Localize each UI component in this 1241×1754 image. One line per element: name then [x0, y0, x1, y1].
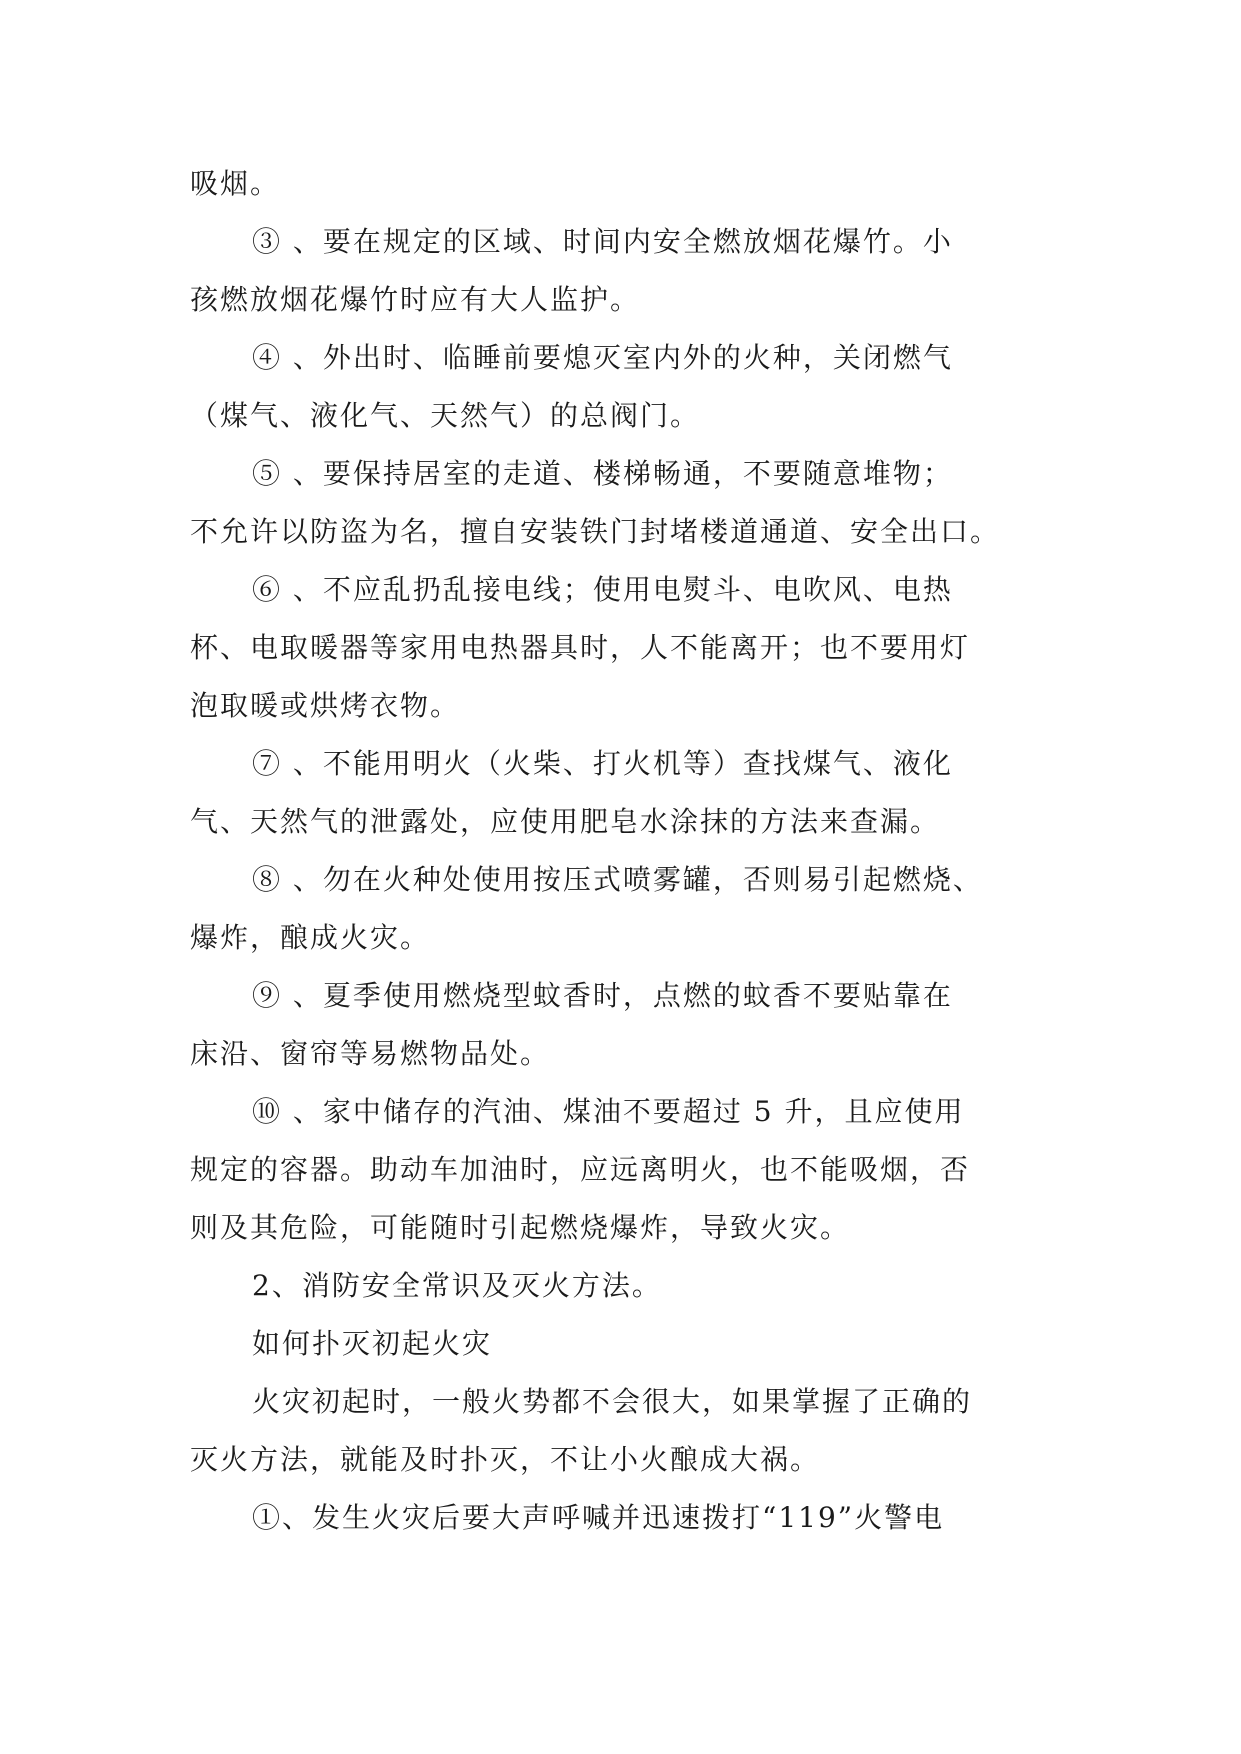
text-line: ⑨ 、夏季使用燃烧型蚊香时，点燃的蚊香不要贴靠在 [252, 979, 953, 1012]
text-line: 如何扑灭初起火灾 [252, 1327, 493, 1360]
document-body [190, 155, 1050, 1547]
text-line: 杯、电取暖器等家用电热器具时，人不能离开；也不要用灯 [190, 631, 971, 664]
text-line: 气、天然气的泄露处，应使用肥皂水涂抹的方法来查漏。 [190, 805, 941, 838]
text-line: 则及其危险，可能随时引起燃烧爆炸，导致火灾。 [190, 1211, 851, 1244]
text-line: 泡取暖或烘烤衣物。 [190, 689, 461, 722]
text-line: 规定的容器。助动车加油时，应远离明火，也不能吸烟，否 [190, 1153, 971, 1186]
text-line: ⑧ 、勿在火种处使用按压式喷雾罐，否则易引起燃烧、 [252, 863, 983, 896]
text-line: ⑩ 、家中储存的汽油、煤油不要超过 5 升，且应使用 [252, 1095, 965, 1128]
text-line: 爆炸，酿成火灾。 [190, 921, 431, 954]
text-line: ④ 、外出时、临睡前要熄灭室内外的火种，关闭燃气 [252, 341, 953, 374]
text-line: 孩燃放烟花爆竹时应有大人监护。 [190, 283, 641, 316]
text-line: ⑦ 、不能用明火（火柴、打火机等）查找煤气、液化 [252, 747, 953, 780]
text-line: （煤气、液化气、天然气）的总阀门。 [190, 399, 701, 432]
text-line: 不允许以防盗为名，擅自安装铁门封堵楼道通道、安全出口。 [190, 515, 1001, 548]
text-line: 吸烟。 [190, 167, 281, 200]
text-line: ③ 、要在规定的区域、时间内安全燃放烟花爆竹。小 [252, 225, 953, 258]
text-line: 床沿、窗帘等易燃物品处。 [190, 1037, 551, 1070]
text-line: 火灾初起时，一般火势都不会很大，如果掌握了正确的 [252, 1385, 973, 1418]
text-line: ①、发生火灾后要大声呼喊并迅速拨打“119”火警电 [252, 1501, 945, 1534]
text-line: ⑤ 、要保持居室的走道、楼梯畅通，不要随意堆物； [252, 457, 953, 490]
text-line: ⑥ 、不应乱扔乱接电线；使用电熨斗、电吹风、电热 [252, 573, 953, 606]
text-line: 2、消防安全常识及灭火方法。 [252, 1269, 662, 1302]
text-line: 灭火方法，就能及时扑灭，不让小火酿成大祸。 [190, 1443, 821, 1476]
